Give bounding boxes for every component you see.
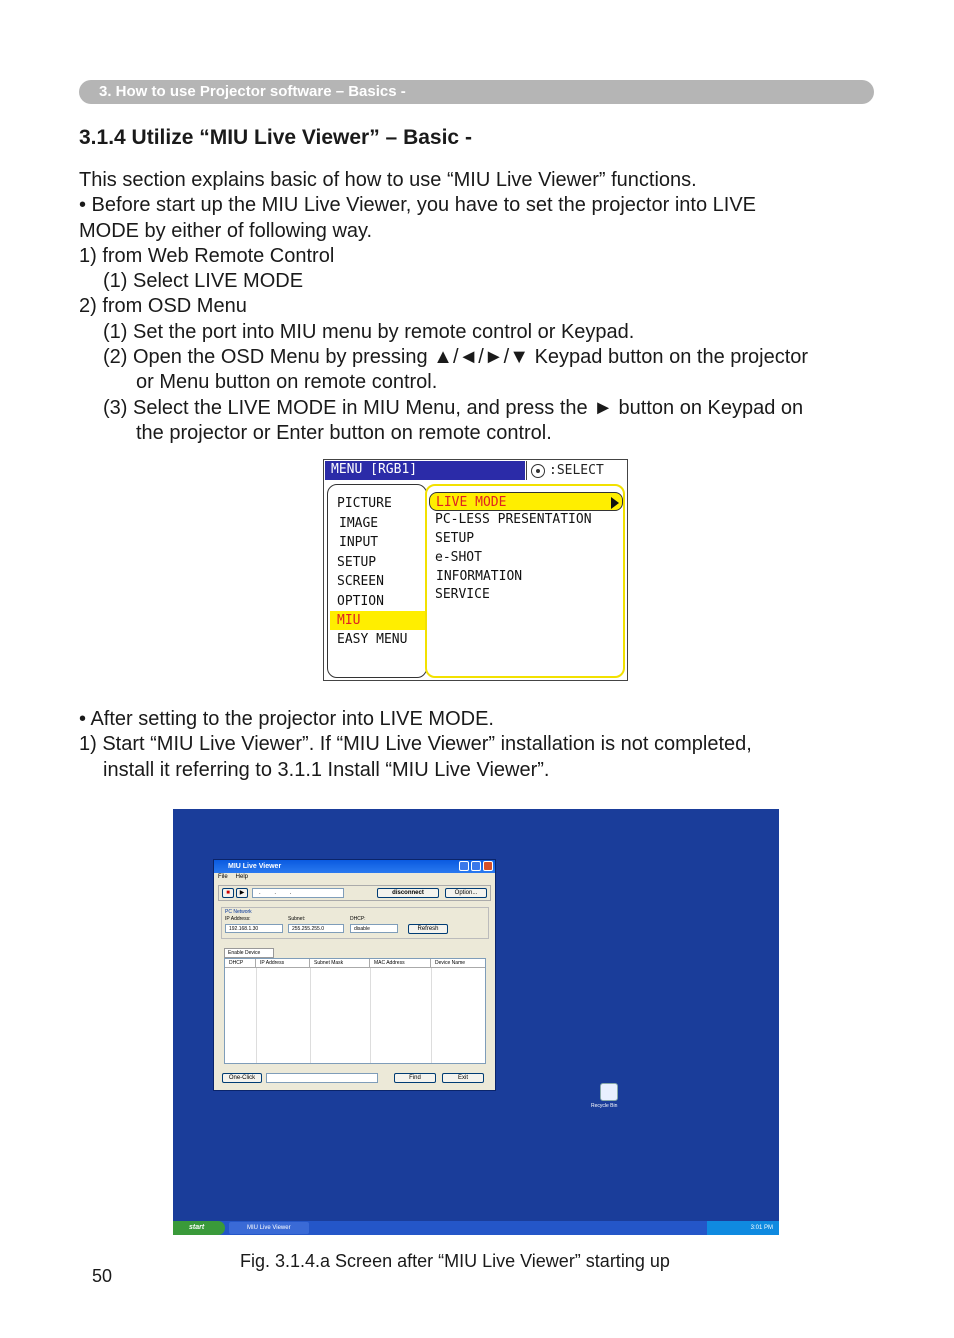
disconnect-button[interactable]: disconnect	[377, 888, 439, 898]
dpad-icon	[531, 464, 545, 478]
one-click-field[interactable]	[266, 1073, 378, 1083]
column-divider	[256, 968, 257, 1063]
intro-line: (2) Open the OSD Menu by pressing ▲/◄/►/▼ Keypad button on the projector	[103, 346, 809, 369]
ip-input[interactable]: . . .	[252, 888, 344, 898]
ip-address-field[interactable]: 192.168.1.30	[225, 924, 283, 933]
osd-main-menu	[327, 484, 427, 678]
miu-live-viewer-window	[213, 859, 496, 1091]
exit-button[interactable]: Exit	[442, 1073, 484, 1083]
osd-subitem-information[interactable]: INFORMATION	[436, 569, 523, 584]
column-ip-address[interactable]: IP Address	[256, 959, 310, 967]
column-device-name[interactable]: Device Name	[435, 960, 466, 966]
intro-line: This section explains basic of how to use “MIU Live Viewer” functions.	[79, 169, 697, 191]
osd-subitem-service[interactable]: SERVICE	[435, 587, 490, 602]
minimize-icon[interactable]	[459, 861, 469, 871]
intro-line: 2) from OSD Menu	[79, 295, 247, 318]
window-title: MIU Live Viewer	[228, 863, 282, 870]
intro-line: MODE by either of following way.	[79, 219, 373, 242]
osd-item-option[interactable]: OPTION	[337, 594, 384, 609]
figure-caption: Fig. 3.1.4.a Screen after “MIU Live Viewer” starting up	[240, 1251, 670, 1271]
taskbar-item-miu[interactable]: MIU Live Viewer	[229, 1222, 309, 1234]
osd-item-input[interactable]: INPUT	[339, 535, 379, 550]
option-button[interactable]: Option...	[445, 888, 487, 898]
section-title: 3.1.4 Utilize “MIU Live Viewer” – Basic -	[79, 126, 472, 149]
recycle-bin-label: Recycle Bin	[591, 1103, 618, 1109]
subnet-label: Subnet:	[288, 916, 306, 922]
osd-title: MENU [RGB1]	[325, 461, 525, 480]
intro-line: (3) Select the LIVE MODE in MIU Menu, and press the ► button on Keypad on	[103, 396, 804, 419]
window-titlebar	[214, 860, 495, 873]
section-header-label: 3. How to use Projector software – Basics -	[99, 83, 406, 100]
column-subnet-mask[interactable]: Subnet Mask	[310, 959, 370, 967]
osd-item-picture[interactable]: PICTURE	[337, 496, 392, 511]
intro-line: 1) from Web Remote Control	[79, 244, 335, 267]
dhcp-field[interactable]: disable	[350, 924, 398, 933]
column-divider	[370, 968, 371, 1063]
clock: 3:01 PM	[750, 1225, 773, 1231]
osd-item-image[interactable]: IMAGE	[339, 516, 379, 531]
stop-icon[interactable]: ■	[222, 888, 234, 898]
play-icon[interactable]: ▶	[236, 888, 248, 898]
pc-network-label: PC Network	[225, 909, 252, 915]
intro-line: • Before start up the MIU Live Viewer, you have to set the projector into LIVE	[79, 194, 756, 217]
intro-line: or Menu button on remote control.	[136, 371, 438, 394]
after-line: 1) Start “MIU Live Viewer”. If “MIU Live Viewer” installation is not completed,	[79, 733, 752, 756]
maximize-icon[interactable]	[471, 861, 481, 871]
pc-network-group	[221, 907, 489, 939]
osd-menu	[323, 459, 628, 681]
osd-select-label: :SELECT	[549, 463, 604, 478]
after-line: install it referring to 3.1.1 Install “MIU Live Viewer”.	[103, 758, 550, 781]
one-click-button[interactable]: One-Click	[222, 1073, 262, 1083]
recycle-bin-icon[interactable]	[600, 1083, 618, 1101]
subnet-field[interactable]: 255.255.255.0	[288, 924, 344, 933]
ip-address-label: IP Address:	[225, 916, 251, 922]
find-button[interactable]: Find	[394, 1073, 436, 1083]
section-header-bar	[79, 80, 874, 104]
column-mac-address[interactable]: MAC Address	[370, 959, 431, 967]
tab-enable-device[interactable]: Enable Device	[224, 948, 274, 958]
start-button[interactable]: start	[173, 1221, 225, 1235]
device-list[interactable]	[224, 958, 486, 1064]
intro-line: the projector or Enter button on remote control.	[136, 421, 552, 444]
close-icon[interactable]	[483, 861, 493, 871]
after-text	[79, 707, 879, 783]
column-divider	[310, 968, 311, 1063]
system-tray	[707, 1221, 779, 1235]
osd-subitem-live-mode-label: LIVE MODE	[436, 495, 507, 510]
osd-select-hint	[526, 461, 627, 480]
osd-item-screen[interactable]: SCREEN	[337, 574, 384, 589]
osd-item-easy-menu[interactable]: EASY MENU	[337, 632, 408, 647]
osd-subitem-setup[interactable]: SETUP	[435, 531, 475, 546]
osd-subitem-pc-less[interactable]: PC-LESS PRESENTATION	[435, 512, 592, 527]
arrow-right-icon	[611, 497, 619, 509]
menu-file[interactable]: File	[218, 874, 228, 880]
osd-subitem-live-mode[interactable]	[429, 492, 623, 511]
window-controls	[459, 861, 493, 871]
after-line: • After setting to the projector into LIVE MODE.	[79, 708, 494, 730]
dhcp-label: DHCP:	[350, 916, 366, 922]
intro-line: (1) Set the port into MIU menu by remote control or Keypad.	[103, 320, 635, 343]
column-divider	[431, 968, 432, 1063]
taskbar	[173, 1221, 779, 1235]
osd-subitem-eshot[interactable]: e-SHOT	[435, 550, 482, 565]
intro-text	[79, 168, 879, 446]
page-number: 50	[92, 1266, 113, 1286]
column-dhcp[interactable]: DHCP	[225, 959, 256, 967]
window-toolbar	[218, 885, 491, 901]
intro-line: (1) Select LIVE MODE	[103, 270, 304, 293]
osd-item-setup[interactable]: SETUP	[337, 555, 377, 570]
refresh-button[interactable]: Refresh	[408, 924, 448, 934]
desktop-screenshot	[173, 809, 779, 1235]
osd-miu-submenu	[425, 484, 625, 678]
osd-item-miu[interactable]: MIU	[330, 611, 428, 630]
device-list-header	[225, 959, 485, 968]
menu-help[interactable]: Help	[235, 874, 249, 880]
window-menubar	[214, 873, 495, 882]
